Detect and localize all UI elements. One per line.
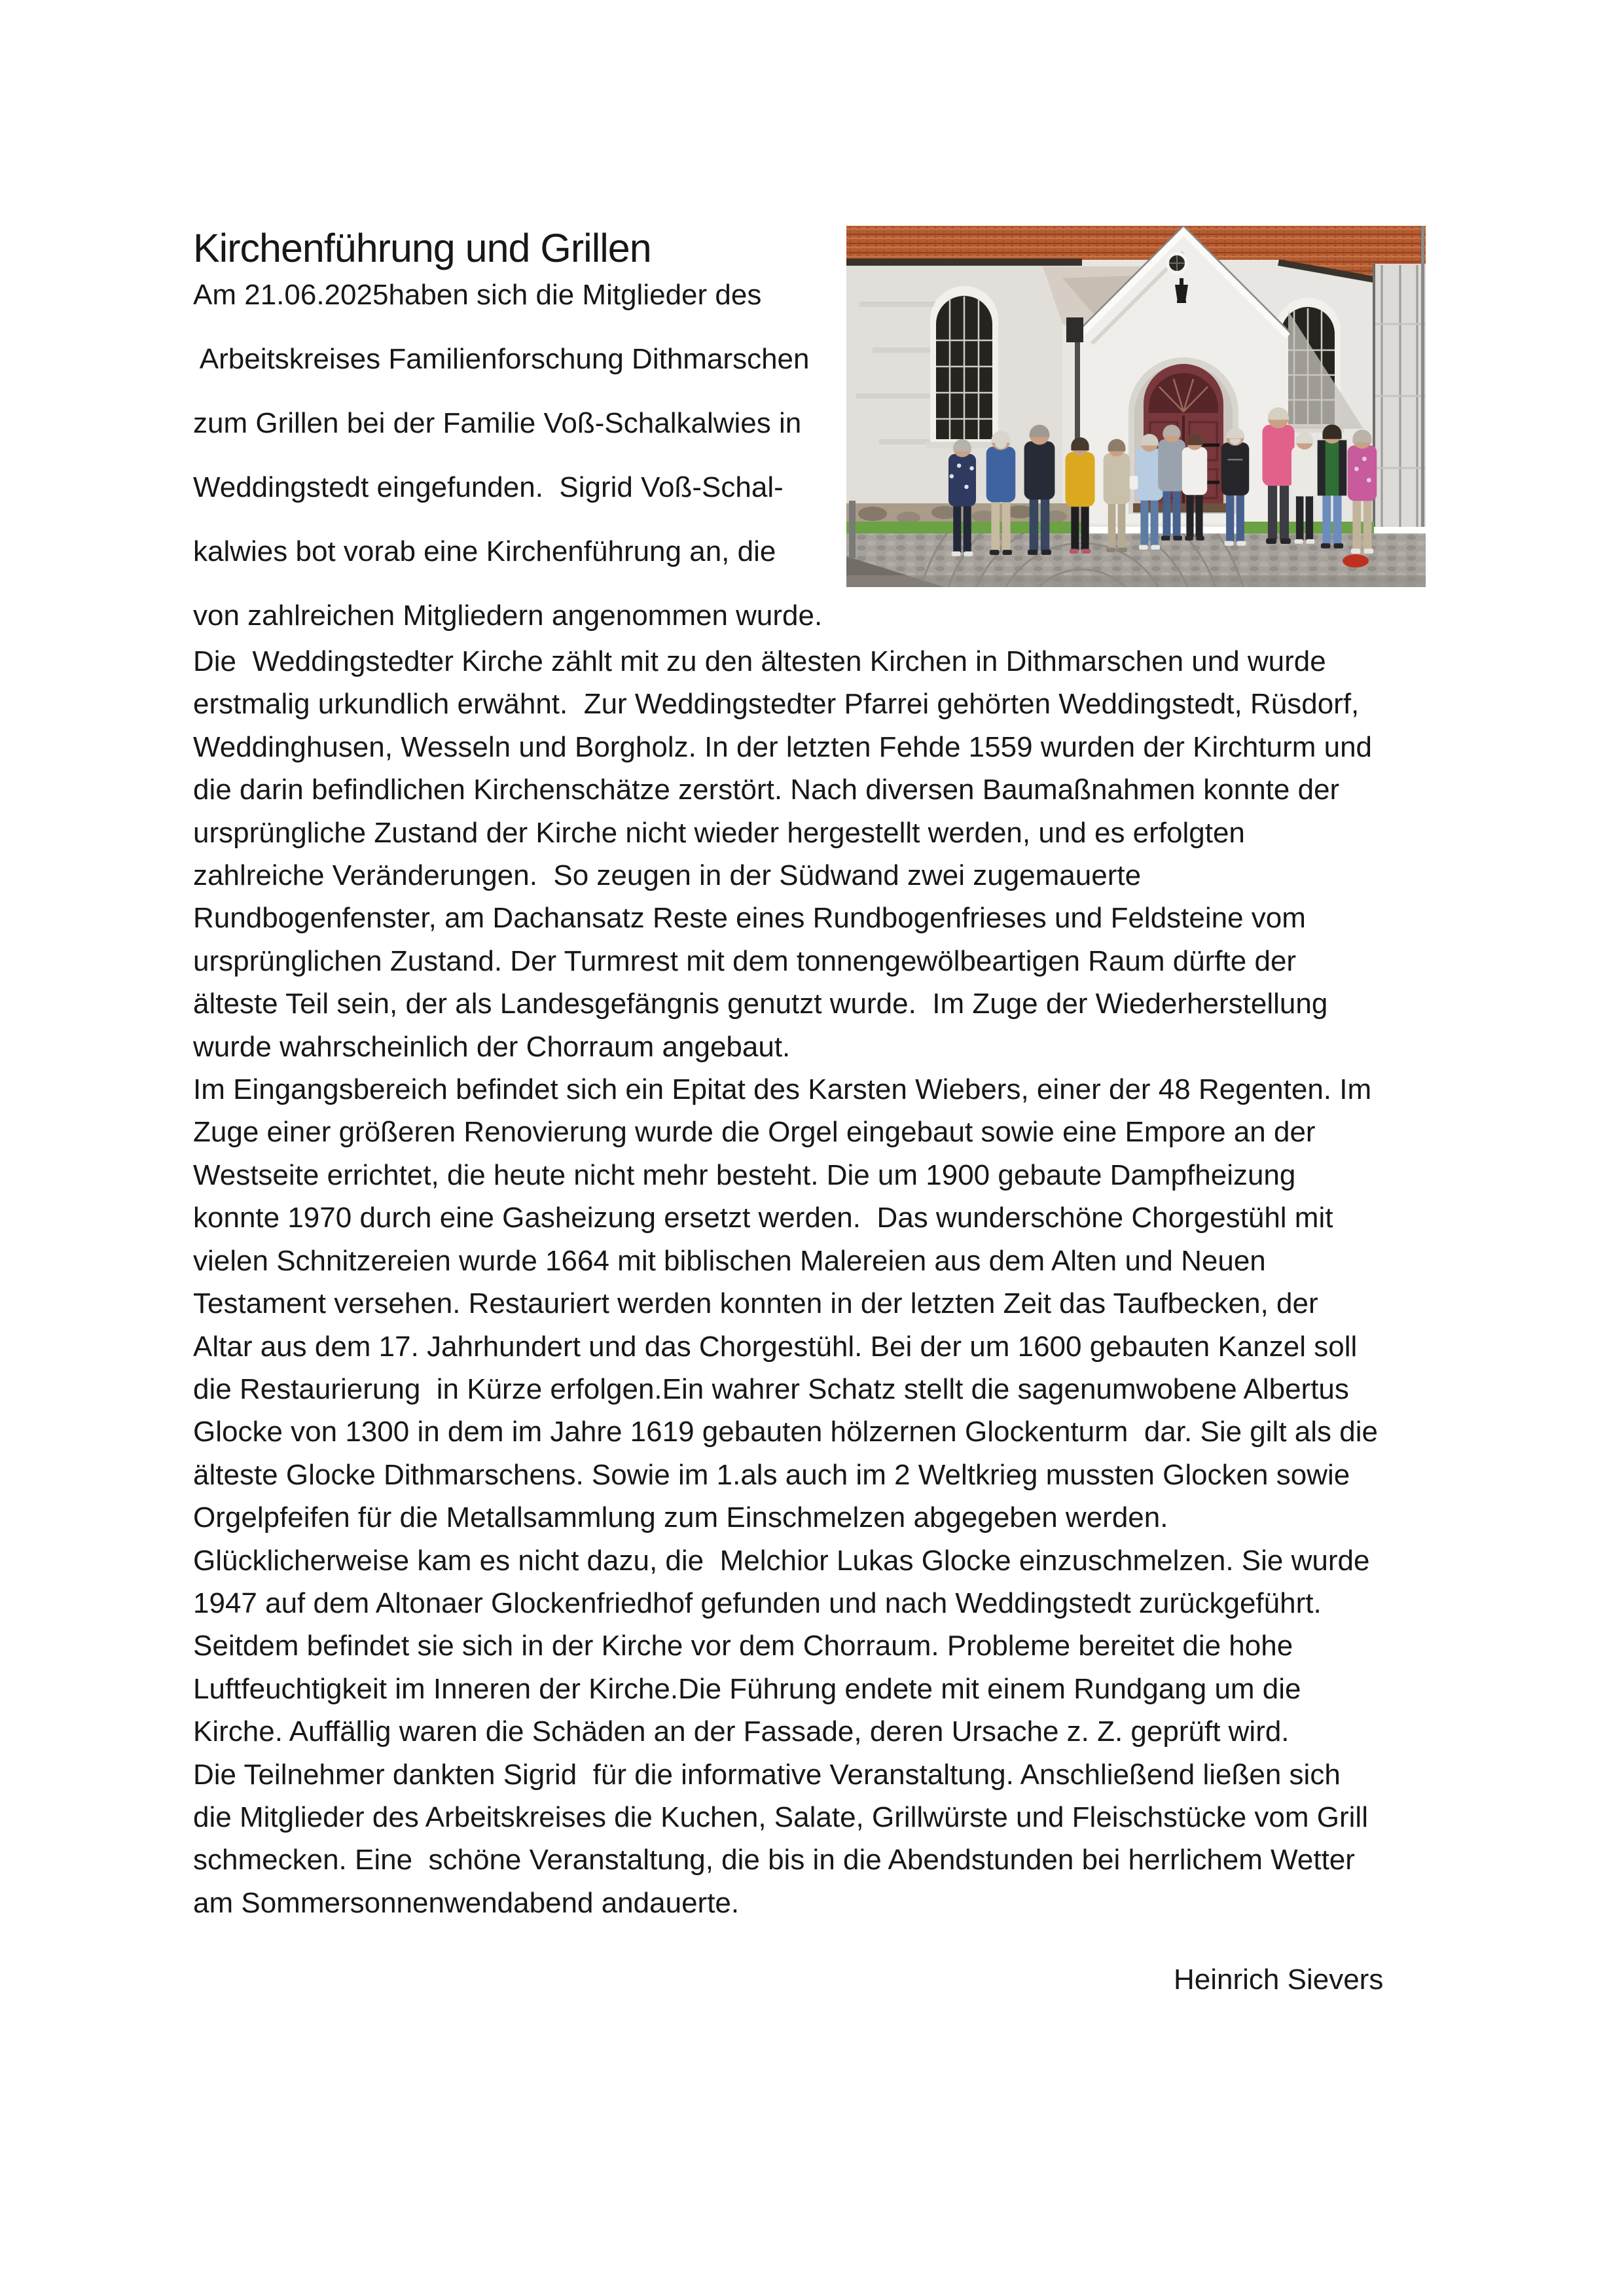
text-line: Altar aus dem 17. Jahrhundert und das Chorgestühl. Bei der um 1600 gebauten Kanzel soll [193,1330,1358,1363]
text-line: Seitdem befindet sie sich in der Kirche vor dem Chorraum. Probleme bereitet die hohe [193,1630,1293,1662]
text-line: wurde wahrscheinlich der Chorraum angebaut. [193,1030,791,1063]
text-line: Kirche. Auffällig waren die Schäden an der Fassade, deren Ursache z. Z. geprüft wird. [193,1715,1290,1748]
text-line: zum Grillen bei der Familie Voß-Schalkalwies in [193,407,802,439]
text-line: ursprünglichen Zustand. Der Turmrest mit dem tonnengewölbeartigen Raum dürfte der [193,944,1297,977]
church-photo-illustration [846,226,1426,587]
text-line: die Mitglieder des Arbeitskreises die Kuchen, Salate, Grillwürste und Fleischstücke vom Grill [193,1801,1368,1833]
text-line: Westseite errichtet, die heute nicht mehr besteht. Die um 1900 gebaute Dampfheizung [193,1158,1296,1191]
text-line: am Sommersonnenwendabend andauerte. [193,1886,740,1919]
text-line: Glocke von 1300 in dem im Jahre 1619 gebauten hölzernen Glockenturm dar. Sie gilt als die [193,1416,1378,1448]
text-line: erstmalig urkundlich erwähnt. Zur Weddingstedter Pfarrei gehörten Weddingstedt, Rüsdorf, [193,688,1360,721]
text-line: Arbeitskreises Familienforschung Dithmarschen [193,343,810,375]
text-line: Die Teilnehmer dankten Sigrid für die informative Veranstaltung. Anschließend ließen sich [193,1758,1341,1791]
page-title: Kirchenführung und Grillen [193,225,651,270]
text-line: von zahlreichen Mitgliedern angenommen wurde. [193,600,823,632]
text-line: Orgelpfeifen für die Metallsammlung zum Einschmelzen abgegeben werden. [193,1501,1168,1534]
text-line: ursprüngliche Zustand der Kirche nicht wieder hergestellt werden, und es erfolgten [193,816,1245,849]
text-line: Weddinghusen, Wesseln und Borgholz. In der letzten Fehde 1559 wurden der Kirchturm und [193,730,1373,763]
text-line: Glücklicherweise kam es nicht dazu, die Melchior Lukas Glocke einzuschmelzen. Sie wurde [193,1544,1370,1577]
text-line: kalwies bot vorab eine Kirchenführung an, die [193,535,776,567]
text-line: schmecken. Eine schöne Veranstaltung, die bis in die Abendstunden bei herrlichem Wetter [193,1844,1355,1876]
text-line: Zuge einer größeren Renovierung wurde die Orgel eingebaut sowie eine Empore an der [193,1116,1316,1149]
text-line: zahlreiche Veränderungen. So zeugen in der Südwand zwei zugemauerte [193,859,1142,892]
text-line: älteste Teil sein, der als Landesgefängnis genutzt wurde. Im Zuge der Wiederherstellung [193,988,1328,1020]
text-line: die darin befindlichen Kirchenschätze zerstört. Nach diversen Baumaßnahmen konnte der [193,774,1340,806]
text-line: älteste Glocke Dithmarschens. Sowie im 1.als auch im 2 Weltkrieg mussten Glocken sowie [193,1458,1350,1491]
signature: Heinrich Sievers [1174,1964,1384,1996]
text-line: vielen Schnitzereien wurde 1664 mit biblischen Malereien aus dem Alten und Neuen [193,1244,1266,1277]
scaffolding-tarp [1373,226,1426,527]
text-line: 1947 auf dem Altonaer Glockenfriedhof gefunden und nach Weddingstedt zurückgeführt. [193,1587,1322,1619]
text-line: konnte 1970 durch eine Gasheizung ersetzt werden. Das wunderschöne Chorgestühl mit [193,1202,1333,1234]
church-group-photo [846,226,1426,587]
text-line: Am 21.06.2025haben sich die Mitglieder des [193,279,762,311]
body-paragraph [193,640,1378,1924]
red-bag [1343,554,1369,567]
text-line: Im Eingangsbereich befindet sich ein Epitat des Karsten Wiebers, einer der 48 Regenten. Im [193,1073,1372,1106]
text-line: Rundbogenfenster, am Dachansatz Reste eines Rundbogenfrieses und Feldsteine vom [193,902,1306,935]
text-line: Weddingstedt eingefunden. Sigrid Voß-Schal- [193,471,784,503]
text-line: Die Weddingstedter Kirche zählt mit zu den ältesten Kirchen in Dithmarschen und wurde [193,645,1326,677]
text-line: Luftfeuchtigkeit im Inneren der Kirche.Die Führung endete mit einem Rundgang um die [193,1672,1301,1705]
text-line: Testament versehen. Restauriert werden konnten in der letzten Zeit das Taufbecken, der [193,1287,1318,1320]
left-arched-window [926,286,1002,448]
drainpipe-hopper [1066,317,1083,342]
intro-paragraph [193,263,822,648]
text-line: die Restaurierung in Kürze erfolgen.Ein wahrer Schatz stellt die sagenumwobene Albertus [193,1372,1349,1405]
